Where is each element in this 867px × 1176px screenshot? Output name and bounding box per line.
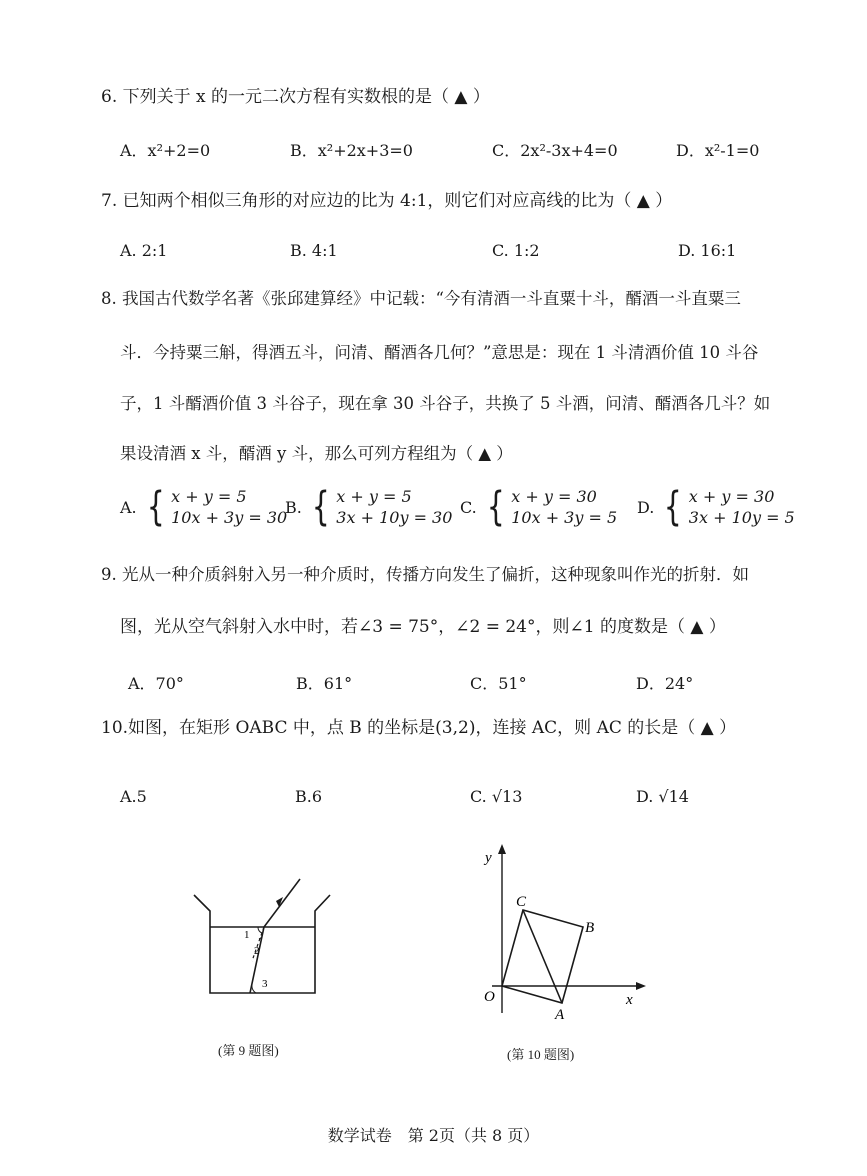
q9-line-2: 图，光从空气斜射入水中时，若∠3 = 75°，∠2 = 24°，则∠1 的度数是（ ▲ ）: [120, 617, 726, 637]
q8-option-b-eq1: x + y = 5: [336, 487, 412, 506]
q9-option-a: A．70°: [128, 674, 184, 693]
q9-option-d: D．24°: [636, 674, 694, 693]
q10-option-b: B.6: [295, 787, 323, 806]
diagonal-ac: [523, 910, 562, 1003]
q8-option-b-label: B.: [285, 497, 302, 517]
figure-10-coordinate-diagram: [470, 838, 660, 1028]
q7-option-c: C. 1:2: [492, 241, 540, 260]
brace-icon: {: [146, 484, 165, 530]
point-c-label: C: [516, 894, 527, 910]
q8-option-a: [120, 486, 287, 528]
q8-option-d-label: D.: [637, 497, 655, 517]
x-axis-label: x: [626, 992, 633, 1008]
brace-icon: {: [486, 484, 505, 530]
q9-option-b: B．61°: [296, 674, 353, 693]
point-b-label: B: [585, 920, 595, 936]
q7-option-a: A. 2:1: [120, 241, 168, 260]
q8-option-a-eq1: x + y = 5: [171, 487, 247, 506]
brace-icon: {: [664, 484, 682, 530]
q8-line-1: 8. 我国古代数学名著《张邱建算经》中记载：“今有清酒一斗直粟十斗，醑酒一斗直粟三: [101, 289, 741, 308]
q6-option-a: A．x²+2=0: [120, 141, 211, 160]
q8-line-4: 果设清酒 x 斗，醑酒 y 斗，那么可列方程组为（ ▲ ）: [120, 444, 513, 463]
q10-stem: 10.如图，在矩形 OABC 中，点 B 的坐标是(3,2)，连接 AC，则 AC 的长是（ ▲ ）: [101, 718, 737, 738]
q8-option-d-eq2: 3x + 10y = 5: [688, 508, 795, 527]
q8-option-d-eq1: x + y = 30: [688, 487, 775, 506]
angle-1-label: 1: [244, 929, 250, 941]
incident-ray: [264, 879, 300, 927]
angle-3-label: 3: [262, 978, 268, 990]
q8-line-2: 斗．今持粟三斛，得酒五斗，问清、醑酒各几何？”意思是：现在 1 斗清酒价值 10 斗谷: [120, 343, 759, 362]
angle-3-arc: [252, 985, 256, 993]
q10-option-c: C. √13: [470, 787, 523, 806]
page-footer: 数学试卷 第 2页（共 8 页）: [327, 1126, 540, 1145]
angle-2-label: 2: [254, 945, 260, 957]
q8-option-d: [637, 486, 795, 528]
q8-option-c-label: C.: [460, 497, 477, 517]
q6-option-c: C．2x²-3x+4=0: [492, 141, 618, 160]
q7-option-d: D. 16:1: [678, 241, 737, 260]
q7-stem: 7. 已知两个相似三角形的对应边的比为 4:1，则它们对应高线的比为（ ▲ ）: [101, 191, 673, 211]
q8-option-c-eq1: x + y = 30: [511, 487, 597, 506]
q9-line-1: 9. 光从一种介质斜射入另一种介质时，传播方向发生了偏折，这种现象叫作光的折射．如: [101, 565, 749, 584]
q8-line-3: 子，1 斗醑酒价值 3 斗谷子，现在拿 30 斗谷子，共换了 5 斗酒，问清、醑酒各几斗？如: [120, 394, 771, 413]
q8-option-a-label: A.: [120, 497, 137, 517]
y-axis-label: y: [485, 850, 492, 866]
q7-option-b: B. 4:1: [290, 241, 338, 260]
point-a-label: A: [555, 1007, 565, 1023]
q10-option-d: D. √14: [636, 787, 689, 806]
q8-option-b: [285, 486, 452, 528]
q8-option-a-eq2: 10x + 3y = 30: [171, 508, 288, 527]
x-axis-arrow-icon: [636, 982, 646, 990]
figure-10-caption: (第 10 题图): [507, 1047, 575, 1062]
brace-icon: {: [311, 484, 330, 530]
q9-option-c: C．51°: [470, 674, 527, 693]
point-o-label: O: [484, 989, 495, 1005]
q6-option-d: D．x²-1=0: [676, 141, 760, 160]
q6-stem: 6. 下列关于 x 的一元二次方程有实数根的是（ ▲ ）: [101, 87, 490, 107]
y-axis-arrow-icon: [498, 844, 506, 854]
q8-option-c: [460, 486, 617, 528]
figure-9-refraction-diagram: [180, 875, 360, 1000]
figure-9-caption: (第 9 题图): [218, 1043, 279, 1058]
q8-option-b-eq2: 3x + 10y = 30: [336, 508, 453, 527]
angle-1-arc: [258, 927, 262, 933]
q8-option-c-eq2: 10x + 3y = 5: [511, 508, 618, 527]
q10-option-a: A.5: [120, 787, 147, 806]
q6-option-b: B．x²+2x+3=0: [290, 141, 413, 160]
